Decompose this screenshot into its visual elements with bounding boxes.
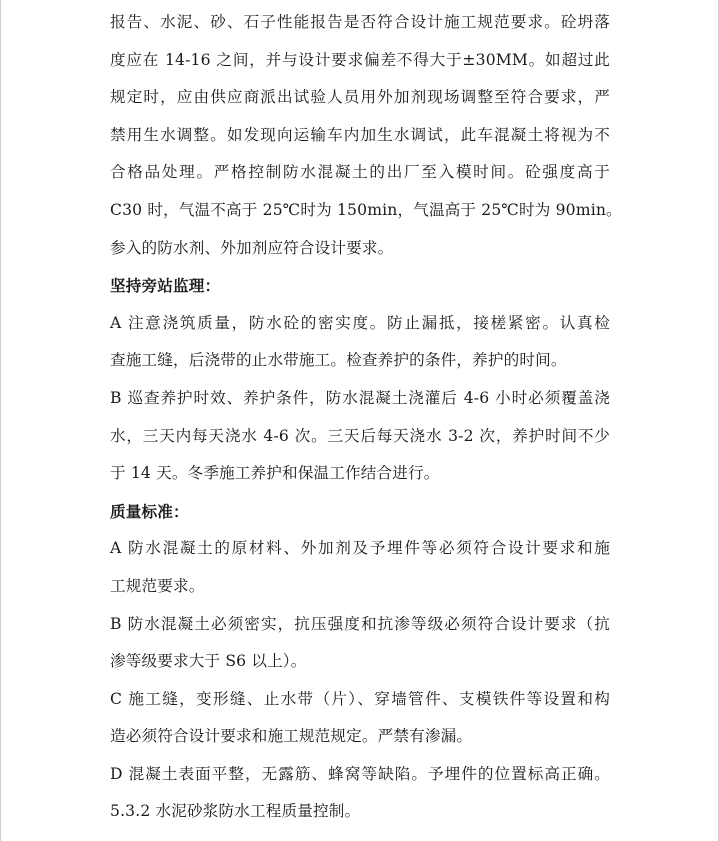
text-line: 于 14 天。冬季施工养护和保温工作结合进行。 [110, 464, 440, 483]
text-line: 工规范要求。 [110, 576, 205, 595]
text-line: 查施工缝，后浇带的止水带施工。检查养护的条件，养护的时间。 [110, 351, 567, 370]
text-line: 禁用生水调整。如发现向运输车内加生水调试，此车混凝土将视为不 [110, 125, 610, 144]
text-line: 5.3.2 水泥砂浆防水工程质量控制。 [110, 802, 361, 821]
text-line: 规定时，应由供应商派出试验人员用外加剂现场调整至符合要求，严 [110, 88, 610, 107]
text-line: 渗等级要求大于 S6 以上）。 [110, 652, 307, 671]
text-line: A 注意浇筑质量，防水砼的密实度。防止漏抵，接槎紧密。认真检 [110, 313, 610, 332]
text-line: 合格品处理。严格控制防水混凝土的出厂至入模时间。砼强度高于 [110, 163, 610, 182]
text-line: D 混凝土表面平整，无露筋、蜂窝等缺陷。予埋件的位置标高正确。 [110, 764, 610, 783]
text-line: B 防水混凝土必须密实，抗压强度和抗渗等级必须符合设计要求（抗 [110, 614, 610, 633]
text-line: C 施工缝，变形缝、止水带（片）、穿墙管件、支模铁件等设置和构 [110, 689, 610, 708]
text-line: 水，三天内每天浇水 4-6 次。三天后每天浇水 3-2 次，养护时间不少 [110, 426, 610, 445]
text-line: 参入的防水剂、外加剂应符合设计要求。 [110, 238, 394, 257]
text-line: B 巡查养护时效、养护条件，防水混凝土浇灌后 4-6 小时必须覆盖浇 [110, 388, 610, 407]
text-line: 报告、水泥、砂、石子性能报告是否符合设计施工规范要求。砼坍落 [110, 13, 610, 31]
text-line: A 防水混凝土的原材料、外加剂及予埋件等必须符合设计要求和施 [110, 539, 610, 558]
section-heading: 坚持旁站监理： [110, 276, 221, 296]
text-line: 造必须符合设计要求和施工规范规定。严禁有渗漏。 [110, 727, 473, 746]
text-line: C30 时，气温不高于 25℃时为 150min，气温高于 25℃时为 90min。 [110, 200, 622, 219]
document-body [110, 4, 622, 831]
section-heading: 质量标准： [110, 501, 189, 521]
text-line: 度应在 14-16 之间，并与设计要求偏差不得大于±30MM。如超过此 [110, 50, 610, 69]
page-left-border [0, 0, 1, 841]
